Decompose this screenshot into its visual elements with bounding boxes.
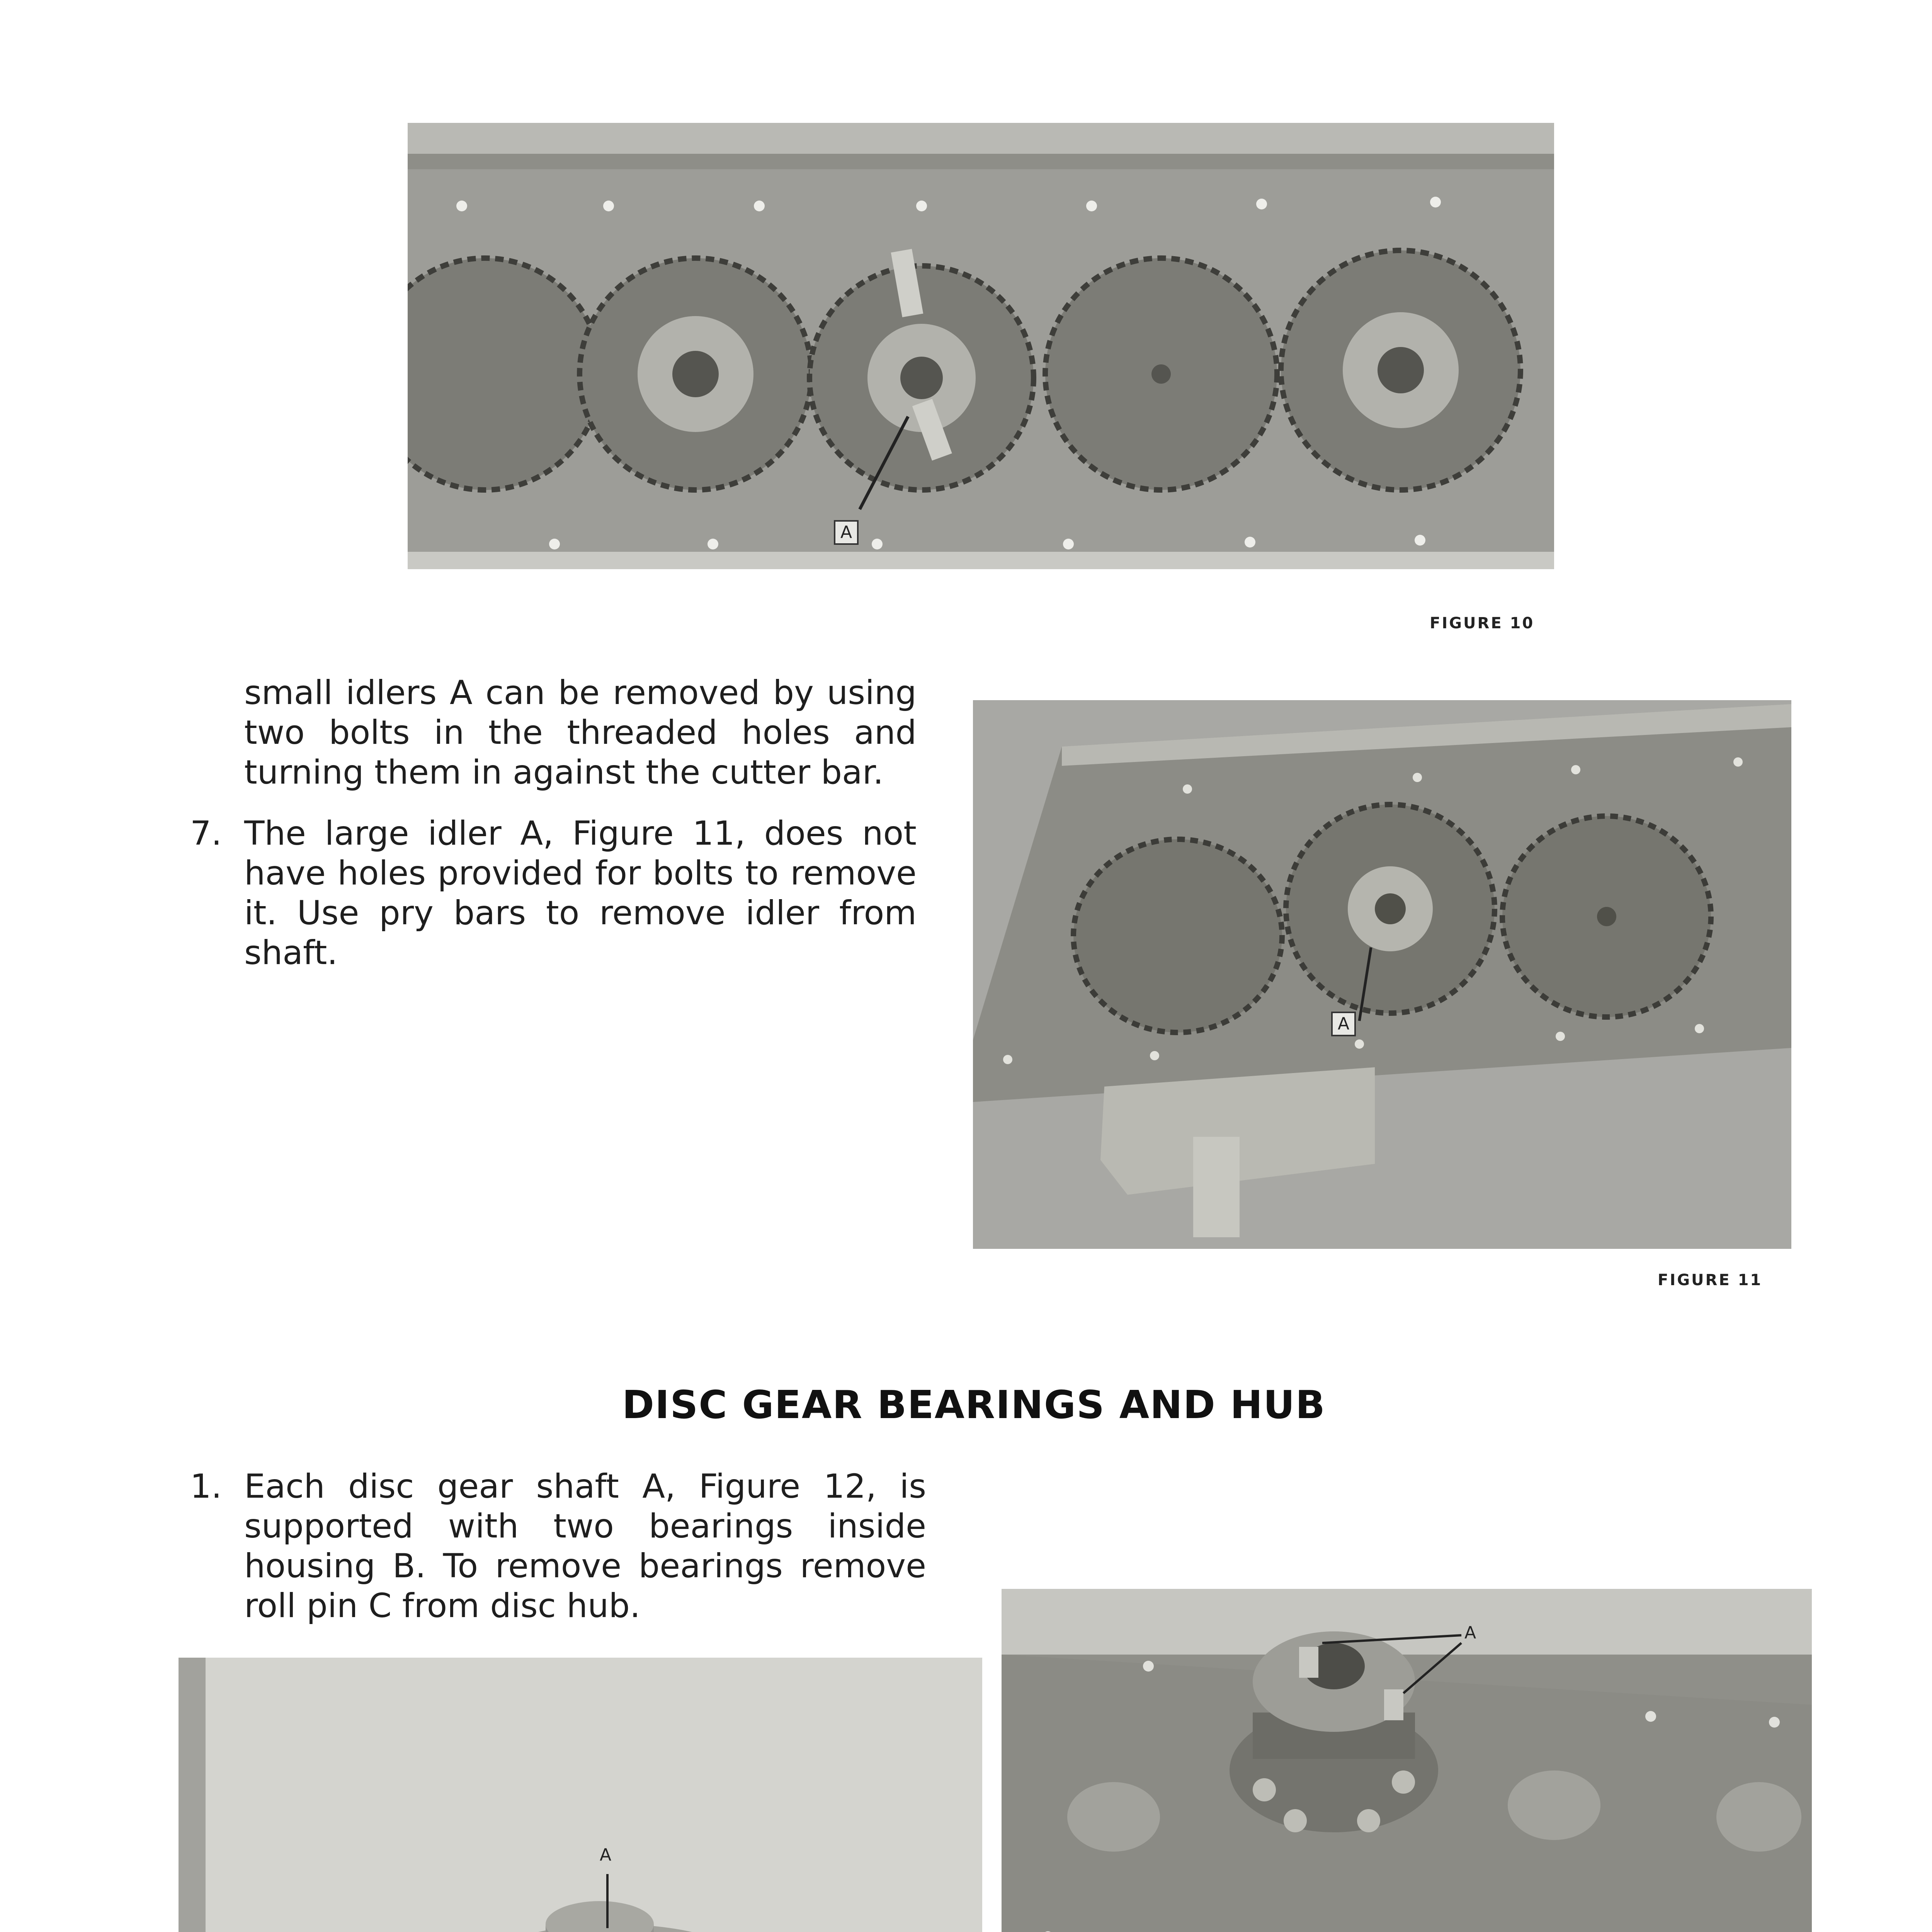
figure-12-callout-a: A <box>600 1845 612 1865</box>
step-7-text: The large idler A, Figure 11, does not have holes provided for bolts to remove it. Use pry bars to remove idler from shaft. <box>244 814 917 972</box>
step-7 <box>190 814 917 973</box>
figure-10-callout-a: A <box>834 520 859 545</box>
figure-11-caption: FIGURE 11 <box>1658 1271 1763 1289</box>
continued-paragraph <box>244 673 917 793</box>
figure-13-photo <box>1002 1589 1812 1932</box>
section-heading: DISC GEAR BEARINGS AND HUB <box>622 1382 1326 1427</box>
step-1-number: 1. <box>190 1467 222 1506</box>
step-7-number: 7. <box>190 814 222 853</box>
figure-11-callout-a: A <box>1331 1012 1356 1036</box>
continued-paragraph-text: small idlers A can be removed by using two bolts in the threaded holes and turning them in against the cutter bar. <box>244 673 917 792</box>
figure-12-photo <box>179 1658 982 1932</box>
figure-13-callout-a: A <box>1464 1623 1476 1643</box>
figure-10-illustration <box>408 123 1554 569</box>
figure-11-illustration <box>973 700 1791 1249</box>
step-1 <box>190 1467 926 1626</box>
figure-10-caption: FIGURE 10 <box>1430 614 1535 632</box>
figure-10-photo <box>408 123 1554 569</box>
figure-12-illustration <box>179 1658 982 1932</box>
figure-13-illustration <box>1002 1589 1812 1932</box>
figure-11-photo <box>973 700 1791 1249</box>
step-1-text: Each disc gear shaft A, Figure 12, is supported with two bearings inside housing B. To remove bearings remove roll pin C from disc hub. <box>244 1467 926 1625</box>
